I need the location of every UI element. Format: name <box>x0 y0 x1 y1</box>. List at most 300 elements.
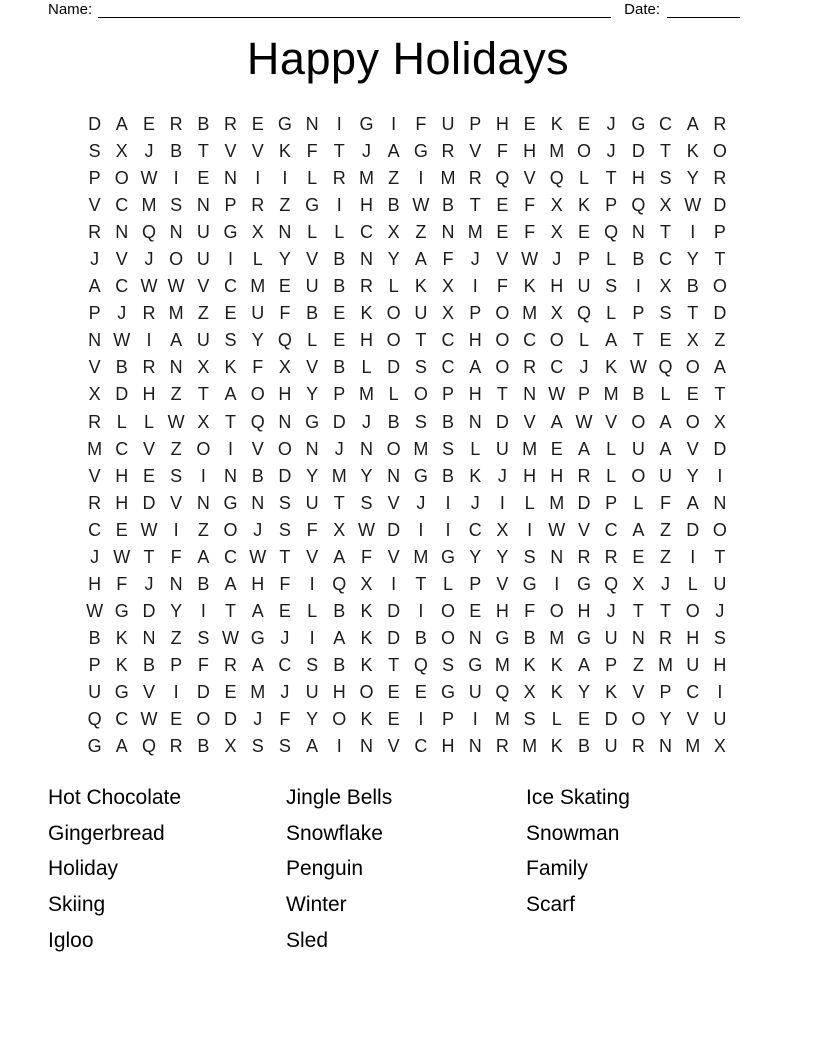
grid-letter: L <box>307 222 318 243</box>
grid-letter: U <box>441 114 455 135</box>
grid-letter: H <box>550 276 564 297</box>
grid-letter: X <box>115 141 128 162</box>
grid-letter: J <box>280 682 290 702</box>
grid-letter: M <box>494 709 510 730</box>
grid-letter: B <box>306 303 319 324</box>
grid-letter: Z <box>197 519 209 540</box>
grid-letter: A <box>115 114 128 135</box>
grid-letter: S <box>224 330 237 351</box>
grid-letter: I <box>309 573 315 594</box>
grid-letter: U <box>713 573 727 594</box>
grid-letter: V <box>523 168 536 189</box>
grid-letter: S <box>360 492 373 513</box>
grid-letter: G <box>277 114 292 135</box>
grid-letter: T <box>714 546 726 567</box>
grid-letter: O <box>495 357 510 378</box>
grid-letter: H <box>686 627 700 648</box>
grid-letter: O <box>685 357 700 378</box>
grid-letter: X <box>224 736 237 757</box>
grid-letter: Z <box>714 330 726 351</box>
grid-letter: K <box>360 709 373 730</box>
grid-letter: O <box>359 682 374 702</box>
grid-letter: T <box>496 384 508 405</box>
grid-letter: N <box>278 411 292 432</box>
grid-letter: O <box>549 330 564 351</box>
grid-letter: V <box>632 682 645 702</box>
grid-letter: Z <box>388 168 400 189</box>
grid-letter: Q <box>604 573 619 594</box>
grid-letter: M <box>358 384 374 405</box>
grid-letter: G <box>359 114 374 135</box>
grid-letter: R <box>332 168 346 189</box>
grid-letter: Q <box>141 222 156 243</box>
grid-letter: C <box>441 357 455 378</box>
grid-letter: U <box>196 249 210 270</box>
grid-letter: E <box>333 303 346 324</box>
grid-letter: L <box>388 276 399 297</box>
grid-letter: D <box>686 519 700 540</box>
grid-letter: H <box>88 573 102 594</box>
grid-letter: X <box>659 195 672 216</box>
grid-letter: S <box>414 411 427 432</box>
grid-letter: E <box>414 682 427 702</box>
grid-letter: L <box>660 384 671 405</box>
grid-letter: J <box>144 249 154 270</box>
grid-letter: C <box>359 222 373 243</box>
grid-letter: M <box>658 654 674 675</box>
grid-letter: A <box>224 384 237 405</box>
grid-letter: D <box>88 114 102 135</box>
grid-letter: Y <box>469 546 482 567</box>
grid-letter: T <box>197 141 209 162</box>
grid-letter: N <box>169 357 183 378</box>
grid-letter: Y <box>306 465 319 486</box>
grid-letter: B <box>333 357 346 378</box>
grid-letter: F <box>442 249 454 270</box>
grid-letter: R <box>142 303 156 324</box>
grid-letter: B <box>170 141 183 162</box>
grid-letter: O <box>631 465 646 486</box>
grid-letter: B <box>115 357 128 378</box>
grid-letter: E <box>333 330 346 351</box>
grid-letter: B <box>88 627 101 648</box>
grid-letter: D <box>713 303 727 324</box>
grid-letter: L <box>633 492 644 513</box>
grid-letter: B <box>686 276 699 297</box>
grid-letter: Q <box>549 168 564 189</box>
grid-letter: O <box>549 600 564 621</box>
grid-letter: F <box>306 141 318 162</box>
grid-letter: S <box>278 519 291 540</box>
grid-letter: L <box>687 573 698 594</box>
grid-letter: B <box>442 195 455 216</box>
word-list-column <box>286 780 526 958</box>
grid-letter: V <box>496 573 509 594</box>
grid-letter: X <box>333 519 346 540</box>
grid-letter: C <box>550 357 564 378</box>
grid-letter: W <box>140 519 158 540</box>
grid-letter: B <box>142 654 155 675</box>
grid-letter: A <box>333 627 346 648</box>
grid-letter: V <box>306 546 319 567</box>
grid-letter: G <box>114 682 129 702</box>
grid-letter: I <box>717 682 723 702</box>
grid-letter: U <box>604 627 618 648</box>
grid-letter: X <box>632 573 645 594</box>
grid-letter: D <box>387 600 401 621</box>
grid-letter: J <box>90 546 100 567</box>
grid-letter: N <box>169 573 183 594</box>
grid-letter: V <box>306 357 319 378</box>
grid-letter: T <box>714 384 726 405</box>
grid-letter: O <box>332 709 347 730</box>
grid-letter: I <box>200 600 206 621</box>
grid-letter: E <box>577 114 590 135</box>
grid-letter: N <box>142 627 156 648</box>
grid-letter: F <box>496 141 508 162</box>
grid-letter: P <box>88 168 101 189</box>
grid-letter: M <box>522 736 538 757</box>
grid-letter: F <box>279 303 291 324</box>
grid-letter: M <box>494 654 510 675</box>
grid-letter: E <box>659 330 672 351</box>
grid-letter: S <box>306 654 319 675</box>
grid-letter: O <box>386 330 401 351</box>
grid-letter: R <box>88 492 102 513</box>
grid-letter: A <box>659 411 672 432</box>
grid-letter: G <box>441 682 456 702</box>
grid-letter: P <box>88 303 101 324</box>
grid-letter: I <box>228 249 234 270</box>
grid-letter: W <box>140 168 158 189</box>
grid-letter: I <box>418 709 424 730</box>
grid-letter: Q <box>658 357 673 378</box>
grid-letter: S <box>414 357 427 378</box>
grid-letter: U <box>495 438 509 459</box>
grid-letter: A <box>659 438 672 459</box>
grid-letter: K <box>605 357 618 378</box>
grid-letter: E <box>523 114 536 135</box>
grid-letter: U <box>196 330 210 351</box>
grid-letter: W <box>113 330 131 351</box>
grid-letter: K <box>605 682 618 702</box>
grid-letter: R <box>88 222 102 243</box>
grid-letter: E <box>496 195 509 216</box>
grid-letter: K <box>360 303 373 324</box>
grid-letter: B <box>333 654 346 675</box>
grid-letter: J <box>253 709 263 730</box>
grid-letter: N <box>468 736 482 757</box>
grid-letter: Y <box>686 168 699 189</box>
grid-letter: D <box>631 141 645 162</box>
grid-letter: V <box>251 438 264 459</box>
grid-letter: J <box>715 600 725 621</box>
grid-letter: B <box>197 736 210 757</box>
grid-letter: N <box>278 222 292 243</box>
grid-letter: S <box>197 627 210 648</box>
grid-letter: T <box>333 492 345 513</box>
grid-letter: M <box>413 438 429 459</box>
grid-letter: M <box>522 303 538 324</box>
grid-letter: J <box>470 492 480 513</box>
grid-letter: H <box>441 736 455 757</box>
grid-letter: X <box>550 222 563 243</box>
grid-letter: J <box>334 438 344 459</box>
grid-letter: B <box>197 573 210 594</box>
grid-letter: L <box>116 411 127 432</box>
grid-letter: O <box>386 303 401 324</box>
grid-letter: U <box>251 303 265 324</box>
grid-letter: F <box>496 276 508 297</box>
grid-letter: N <box>441 222 455 243</box>
grid-letter: G <box>114 600 129 621</box>
grid-letter: R <box>169 114 183 135</box>
grid-letter: D <box>115 384 129 405</box>
grid-letter: O <box>386 438 401 459</box>
grid-letter: A <box>306 736 319 757</box>
grid-letter: O <box>441 627 456 648</box>
grid-letter: U <box>305 492 319 513</box>
grid-letter: X <box>659 276 672 297</box>
grid-letter: C <box>115 438 129 459</box>
grid-letter: H <box>332 682 346 702</box>
grid-letter: L <box>606 249 617 270</box>
grid-letter: I <box>173 168 179 189</box>
grid-letter: A <box>224 573 237 594</box>
grid-letter: O <box>685 600 700 621</box>
grid-letter: X <box>550 195 563 216</box>
word-list-column <box>48 780 286 958</box>
grid-letter: H <box>251 573 265 594</box>
grid-letter: K <box>278 141 291 162</box>
grid-letter: T <box>279 546 291 567</box>
grid-letter: J <box>144 573 154 594</box>
grid-letter: G <box>413 141 428 162</box>
grid-letter: G <box>468 654 483 675</box>
grid-letter: S <box>442 654 455 675</box>
grid-letter: A <box>251 600 264 621</box>
grid-letter: P <box>577 384 590 405</box>
grid-letter: L <box>361 357 372 378</box>
grid-letter: Y <box>577 682 590 702</box>
grid-letter: S <box>251 736 264 757</box>
grid-letter: L <box>334 222 345 243</box>
grid-letter: P <box>88 654 101 675</box>
grid-letter: S <box>88 141 101 162</box>
grid-letter: L <box>252 249 263 270</box>
grid-letter: E <box>632 546 645 567</box>
grid-letter: O <box>277 438 292 459</box>
grid-letter: W <box>684 195 702 216</box>
grid-letter: A <box>577 438 590 459</box>
grid-letter: A <box>605 330 618 351</box>
grid-letter: R <box>577 546 591 567</box>
grid-letter: O <box>631 709 646 730</box>
grid-letter: X <box>197 411 210 432</box>
grid-letter: Y <box>387 249 400 270</box>
grid-letter: D <box>196 682 210 702</box>
word-list-item: Gingerbread <box>48 821 165 845</box>
grid-letter: N <box>196 492 210 513</box>
word-search-grid <box>81 111 734 760</box>
grid-letter: F <box>252 357 264 378</box>
grid-letter: M <box>603 384 619 405</box>
grid-letter: R <box>604 546 618 567</box>
grid-letter: N <box>359 736 373 757</box>
grid-letter: M <box>467 222 483 243</box>
word-list-item: Holiday <box>48 857 119 881</box>
grid-letter: W <box>167 276 185 297</box>
grid-letter: L <box>143 411 154 432</box>
grid-letter: V <box>387 492 400 513</box>
word-list-item: Igloo <box>48 928 94 952</box>
grid-letter: N <box>305 114 319 135</box>
grid-letter: J <box>117 303 127 324</box>
grid-letter: J <box>90 249 100 270</box>
grid-letter: R <box>88 411 102 432</box>
grid-letter: K <box>550 736 563 757</box>
grid-letter: I <box>445 519 451 540</box>
grid-letter: A <box>251 654 264 675</box>
grid-letter: K <box>550 114 563 135</box>
grid-letter: I <box>635 276 641 297</box>
grid-letter: X <box>496 519 509 540</box>
grid-letter: N <box>169 222 183 243</box>
grid-letter: H <box>713 654 727 675</box>
grid-letter: P <box>659 682 672 702</box>
grid-letter: B <box>442 411 455 432</box>
grid-letter: D <box>577 492 591 513</box>
grid-letter: I <box>228 438 234 459</box>
grid-letter: Q <box>141 736 156 757</box>
grid-letter: Z <box>170 384 182 405</box>
grid-letter: D <box>387 627 401 648</box>
grid-letter: N <box>468 411 482 432</box>
grid-letter: E <box>469 600 482 621</box>
grid-letter: I <box>717 465 723 486</box>
word-list-item: Snowman <box>526 821 620 845</box>
grid-letter: V <box>142 438 155 459</box>
grid-letter: U <box>631 438 645 459</box>
grid-letter: S <box>659 303 672 324</box>
grid-letter: Y <box>686 465 699 486</box>
grid-letter: D <box>387 357 401 378</box>
grid-letter: W <box>140 709 158 730</box>
grid-letter: A <box>170 330 183 351</box>
grid-letter: B <box>577 736 590 757</box>
grid-letter: L <box>551 709 562 730</box>
word-list-item: Snowflake <box>286 821 383 845</box>
grid-letter: M <box>685 736 701 757</box>
grid-letter: B <box>333 249 346 270</box>
grid-letter: W <box>412 195 430 216</box>
grid-letter: H <box>278 384 292 405</box>
grid-letter: P <box>469 114 482 135</box>
grid-letter: J <box>579 357 589 378</box>
grid-letter: K <box>224 357 237 378</box>
grid-letter: S <box>659 168 672 189</box>
grid-letter: D <box>332 411 346 432</box>
grid-letter: Z <box>632 654 644 675</box>
grid-letter: Y <box>251 330 264 351</box>
grid-letter: N <box>387 465 401 486</box>
grid-letter: Q <box>631 195 646 216</box>
grid-letter: R <box>251 195 265 216</box>
word-list <box>48 780 768 958</box>
grid-letter: U <box>577 276 591 297</box>
grid-letter: J <box>361 411 371 432</box>
grid-letter: V <box>142 682 155 702</box>
grid-letter: D <box>142 600 156 621</box>
grid-letter: H <box>468 330 482 351</box>
grid-letter: M <box>413 546 429 567</box>
grid-letter: M <box>250 276 266 297</box>
grid-letter: F <box>524 600 536 621</box>
grid-letter: N <box>359 249 373 270</box>
grid-letter: F <box>360 546 372 567</box>
grid-letter: H <box>468 384 482 405</box>
grid-letter: U <box>414 303 428 324</box>
grid-letter: S <box>170 195 183 216</box>
grid-letter: G <box>305 411 320 432</box>
grid-letter: W <box>548 519 566 540</box>
grid-letter: X <box>278 357 291 378</box>
grid-letter: J <box>606 600 616 621</box>
grid-letter: I <box>472 276 478 297</box>
grid-letter: M <box>549 141 565 162</box>
grid-letter: G <box>576 627 591 648</box>
grid-letter: R <box>713 114 727 135</box>
grid-letter: A <box>577 654 590 675</box>
grid-letter: E <box>251 114 264 135</box>
grid-letter: A <box>333 546 346 567</box>
grid-letter: R <box>441 141 455 162</box>
grid-letter: Y <box>659 709 672 730</box>
grid-letter: X <box>550 303 563 324</box>
grid-letter: G <box>631 114 646 135</box>
grid-letter: G <box>223 222 238 243</box>
grid-letter: C <box>659 249 673 270</box>
grid-letter: V <box>306 249 319 270</box>
grid-letter: C <box>659 114 673 135</box>
grid-letter: W <box>357 519 375 540</box>
grid-letter: G <box>413 465 428 486</box>
grid-letter: H <box>523 141 537 162</box>
grid-letter: I <box>527 519 533 540</box>
grid-letter: A <box>713 357 726 378</box>
grid-letter: J <box>470 249 480 270</box>
grid-letter: B <box>387 195 400 216</box>
grid-letter: E <box>142 465 155 486</box>
grid-letter: Q <box>332 573 347 594</box>
grid-letter: R <box>523 357 537 378</box>
grid-letter: C <box>468 519 482 540</box>
grid-letter: Z <box>279 195 291 216</box>
grid-letter: T <box>333 141 345 162</box>
grid-letter: L <box>307 330 318 351</box>
grid-letter: T <box>143 546 155 567</box>
grid-letter: B <box>333 276 346 297</box>
grid-letter: G <box>576 573 591 594</box>
grid-letter: V <box>686 438 699 459</box>
grid-letter: N <box>659 736 673 757</box>
grid-letter: H <box>115 492 129 513</box>
word-list-column <box>526 780 768 958</box>
grid-letter: D <box>224 709 238 730</box>
grid-letter: T <box>225 411 237 432</box>
grid-letter: D <box>278 465 292 486</box>
grid-letter: T <box>660 600 672 621</box>
